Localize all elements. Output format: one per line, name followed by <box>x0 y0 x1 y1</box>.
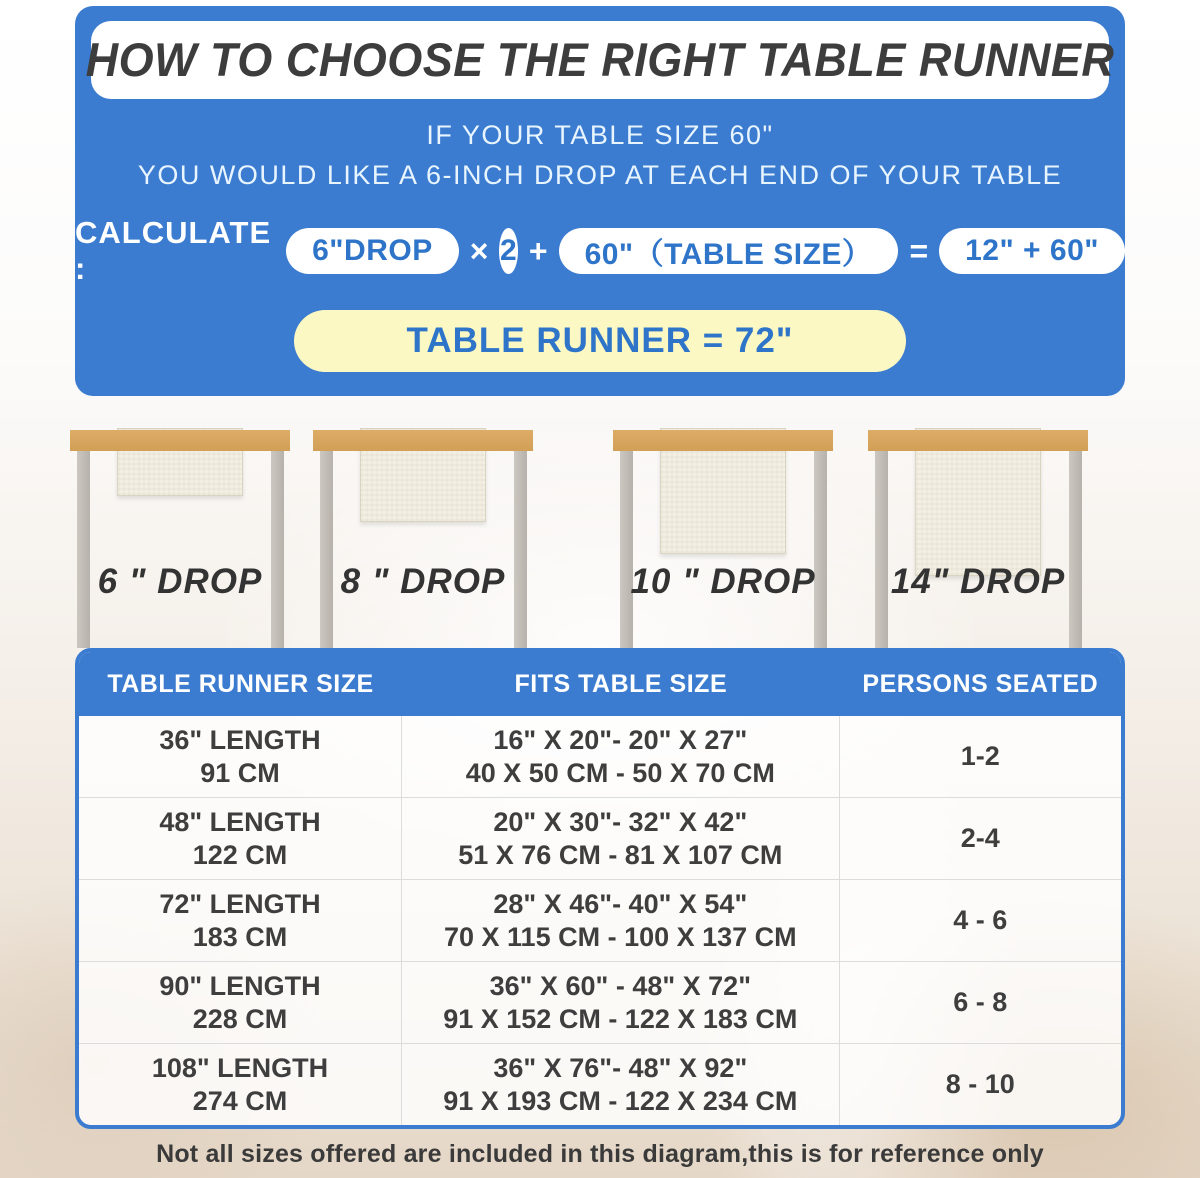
table-leg-graphic <box>271 451 284 648</box>
page-title: HOW TO CHOOSE THE RIGHT TABLE RUNNER <box>85 32 1115 87</box>
fits-inches: 36" X 60" - 48" X 72" <box>489 970 751 1001</box>
runner-size-inches: 108" LENGTH <box>151 1052 329 1083</box>
persons-cell: 8 - 10 <box>945 1069 1015 1100</box>
table-leg-graphic <box>620 451 633 648</box>
calculate-label: CALCULATE : <box>75 215 272 286</box>
fits-inches: 16" X 20"- 20" X 27" <box>493 724 748 755</box>
table-leg-graphic <box>875 451 888 648</box>
drop-examples <box>0 396 1200 648</box>
runner-size-cm: 228 CM <box>192 1003 288 1034</box>
runner-size-cell <box>79 962 402 1043</box>
runner-size-cell <box>79 798 402 879</box>
runner-size-cell <box>79 1044 402 1125</box>
drop-figure-6in <box>70 396 290 648</box>
fits-inches: 28" X 46"- 40" X 54" <box>493 888 748 919</box>
runner-size-cell <box>79 716 402 797</box>
table-leg-graphic <box>1069 451 1082 648</box>
persons-cell: 2-4 <box>960 823 1000 854</box>
runner-size-inches: 36" LENGTH <box>159 724 321 755</box>
size-chart-body <box>79 716 1121 1125</box>
fits-cm: 91 X 152 CM - 122 X 183 CM <box>443 1003 798 1034</box>
fits-table-cell <box>402 880 840 961</box>
factor-badge: 2 <box>499 228 517 274</box>
table-row <box>79 1043 1121 1125</box>
table-leg-graphic <box>320 451 333 648</box>
table-leg-graphic <box>814 451 827 648</box>
table-row <box>79 797 1121 879</box>
drop-label: 8 " DROP <box>340 562 506 601</box>
plus-sign: + <box>528 232 548 269</box>
fits-table-cell <box>402 962 840 1043</box>
fits-inches: 20" X 30"- 32" X 42" <box>493 806 748 837</box>
fits-table-cell <box>402 716 840 797</box>
drop-figure-14in <box>868 396 1088 648</box>
fits-table-cell <box>402 1044 840 1125</box>
size-chart-card <box>75 648 1125 1129</box>
runner-size-inches: 90" LENGTH <box>159 970 321 1001</box>
tabletop-graphic <box>313 430 533 451</box>
table-row <box>79 879 1121 961</box>
drop-figure-10in <box>613 396 833 648</box>
calculation-row <box>75 215 1125 287</box>
persons-cell: 1-2 <box>960 741 1000 772</box>
runner-size-cell <box>79 880 402 961</box>
size-chart-header <box>79 652 1121 716</box>
table-row <box>79 716 1121 797</box>
persons-cell: 4 - 6 <box>953 905 1008 936</box>
runner-size-inches: 72" LENGTH <box>159 888 321 919</box>
tabletop-graphic <box>868 430 1088 451</box>
runner-size-cm: 122 CM <box>192 839 288 870</box>
fits-table-cell <box>402 798 840 879</box>
table-leg-graphic <box>77 451 90 648</box>
tabletop-graphic <box>613 430 833 451</box>
subtitle-line-2: YOU WOULD LIKE A 6-INCH DROP AT EACH END OF YOUR TABLE <box>137 160 1063 190</box>
fits-cm: 40 X 50 CM - 50 X 70 CM <box>465 757 775 788</box>
table-size-pill: 60"（TABLE SIZE） <box>559 228 899 274</box>
drop-label: 6 " DROP <box>97 562 263 601</box>
drop-figure-8in <box>313 396 533 648</box>
drop-value-pill: 6"DROP <box>286 228 459 274</box>
column-header-runner-size: TABLE RUNNER SIZE <box>107 669 374 698</box>
table-leg-graphic <box>514 451 527 648</box>
result-pill: TABLE RUNNER = 72" <box>294 310 906 372</box>
fits-cm: 51 X 76 CM - 81 X 107 CM <box>458 839 783 870</box>
drop-label: 10 " DROP <box>630 562 816 601</box>
column-header-persons: PERSONS SEATED <box>862 669 1099 698</box>
fits-cm: 91 X 193 CM - 122 X 234 CM <box>443 1085 798 1116</box>
hero-panel <box>75 6 1125 396</box>
fits-inches: 36" X 76"- 48" X 92" <box>493 1052 748 1083</box>
sum-pill: 12" + 60" <box>939 228 1125 274</box>
persons-cell: 6 - 8 <box>953 987 1008 1018</box>
subtitle-line-1: IF YOUR TABLE SIZE 60" <box>426 120 774 150</box>
tabletop-graphic <box>70 430 290 451</box>
runner-size-cm: 91 CM <box>200 757 280 788</box>
runner-size-inches: 48" LENGTH <box>159 806 321 837</box>
table-row <box>79 961 1121 1043</box>
equals-sign: = <box>909 232 929 269</box>
column-header-fits-table: FITS TABLE SIZE <box>514 669 728 698</box>
runner-size-cm: 274 CM <box>192 1085 288 1116</box>
title-bar <box>85 21 1115 99</box>
footer-note: Not all sizes offered are included in this diagram,this is for reference only <box>156 1140 1044 1168</box>
fits-cm: 70 X 115 CM - 100 X 137 CM <box>443 921 797 952</box>
runner-size-cm: 183 CM <box>192 921 288 952</box>
drop-label: 14" DROP <box>890 562 1066 601</box>
multiply-sign: × <box>469 232 489 269</box>
